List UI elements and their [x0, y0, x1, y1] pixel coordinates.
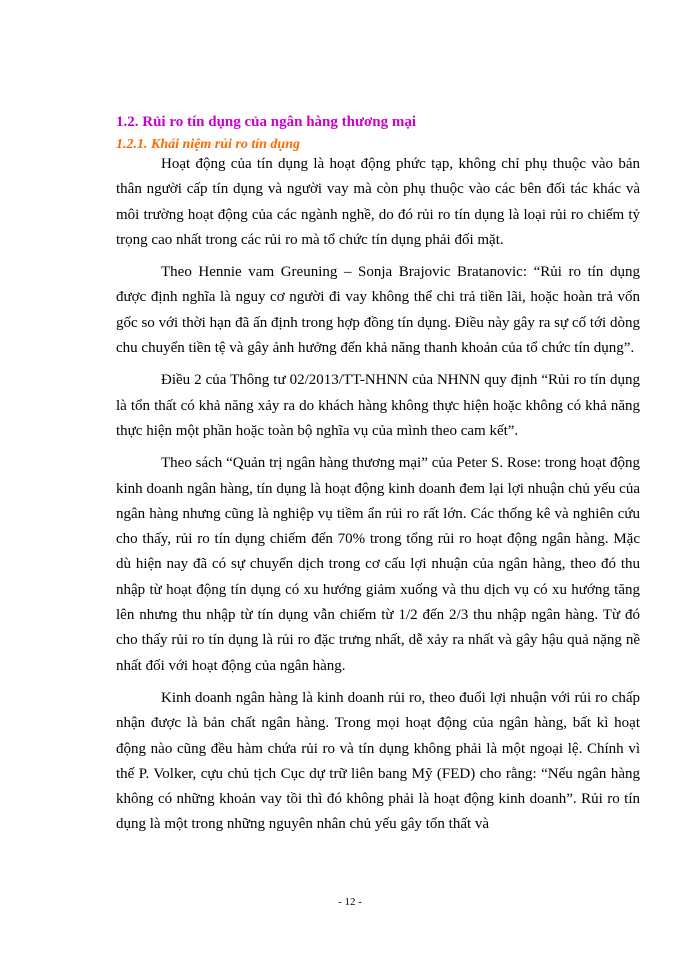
- document-body: [116, 152, 640, 845]
- page-number: - 12 -: [338, 896, 362, 908]
- paragraph-3: Điều 2 của Thông tư 02/2013/TT-NHNN của NHNN quy định “Rủi ro tín dụng là tổn thất có khả năng xảy ra do khách hàng không thực hiện hoặc không có khả năng thực hiện một phần hoặc toàn bộ nghĩa vụ của mình theo cam kết”.: [116, 372, 640, 439]
- paragraph-1: Hoạt động của tín dụng là hoạt động phức tạp, không chỉ phụ thuộc vào bản thân người cấp tín dụng và người vay mà còn phụ thuộc vào các bên đối tác khác và môi trường hoạt động của các ngành nghề, do đó rủi ro tín dụng là loại rủi ro chiếm tỷ trọng cao nhất trong các rủi ro mà tổ chức tín dụng phải đối mặt.: [116, 156, 640, 248]
- paragraph-2: Theo Hennie vam Greuning – Sonja Brajovic Bratanovic: “Rủi ro tín dụng được định nghĩa là nguy cơ người đi vay không thể chi trả tiền lãi, hoặc hoàn trả vốn gốc so với thời hạn đã ấn định trong hợp đồng tín dụng. Điều này gây ra sự cố tới dòng chu chuyển tiền tệ và gây ảnh hưởng đến khả năng thanh khoản của tổ chức tín dụng”.: [116, 264, 640, 357]
- paragraph-4: Theo sách “Quản trị ngân hàng thương mại” của Peter S. Rose: trong hoạt động kinh doanh ngân hàng, tín dụng là hoạt động kinh doanh đem lại lợi nhuận chủ yếu của ngân hàng nhưng cũng là nghiệp vụ tiềm ẩn rủi ro rất lớn. Các thống kê và nghiên cứu cho thấy, rủi ro tín dụng chiếm đến 70% trong tổng rủi ro hoạt động ngân hàng. Mặc dù hiện nay đã có sự chuyển dịch trong cơ cấu lợi nhuận của ngân hàng, theo đó thu nhập từ hoạt động tín dụng có xu hướng giảm xuống và thu dịch vụ có xu hướng tăng lên nhưng thu nhập từ tín dụng vẫn chiếm từ 1/2 đến 2/3 thu nhập ngân hàng. Từ đó cho thấy rủi ro tín dụng là rủi ro đặc trưng nhất, dễ xảy ra nhất và gây hậu quả nặng nề nhất đối với hoạt động của ngân hàng.: [116, 455, 640, 674]
- subsection-heading: 1.2.1. Khái niệm rủi ro tín dụng: [116, 137, 301, 152]
- section-heading: 1.2. Rủi ro tín dụng của ngân hàng thương mại: [116, 114, 417, 130]
- paragraph-5: Kinh doanh ngân hàng là kinh doanh rủi ro, theo đuổi lợi nhuận với rủi ro chấp nhận được là bản chất ngân hàng. Trong mọi hoạt động của ngân hàng, bất kì hoạt động nào cũng đều hàm chứa rủi ro và tín dụng không phải là một ngoại lệ. Chính vì thế P. Volker, cựu chủ tịch Cục dự trữ liên bang Mỹ (FED) cho rằng: “Nếu ngân hàng không có những khoản vay tồi thì đó không phải là hoạt động kinh doanh”. Rủi ro tín dụng là một trong những nguyên nhân chủ yếu gây tổn thất và: [116, 689, 640, 833]
